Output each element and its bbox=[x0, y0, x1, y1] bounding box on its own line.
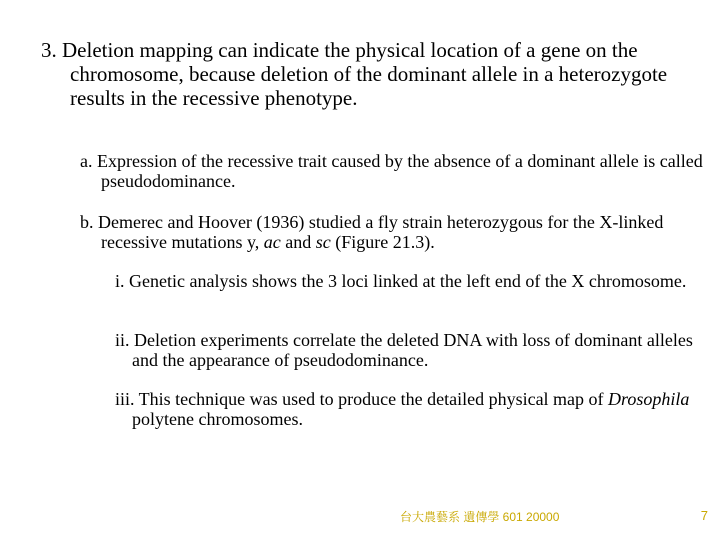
point-iii-text-end: polytene chromosomes. bbox=[132, 409, 303, 429]
footer-course: 台大農藝系 遺傳學 601 20000 bbox=[400, 510, 560, 524]
species-name: Drosophila bbox=[608, 389, 690, 409]
point-iii-text-start: iii. This technique was used to produce the detailed physical map of bbox=[115, 389, 609, 409]
point-i bbox=[115, 271, 712, 291]
point-a bbox=[80, 151, 711, 191]
point-b bbox=[80, 212, 711, 252]
point-ii bbox=[115, 330, 712, 370]
gene-sc: sc bbox=[315, 232, 331, 252]
page-number: 7 bbox=[700, 508, 708, 523]
main-point-text: 3. Deletion mapping can indicate the physical location of a gene on the chromosome, because deletion of the dominant allele in a heterozygote results in the recessive phenotype. bbox=[41, 38, 668, 110]
point-ii-text: ii. Deletion experiments correlate the deleted DNA with loss of dominant alleles and the appearance of pseudodominance. bbox=[115, 330, 693, 370]
point-b-text-start: b. Demerec and Hoover (1936) studied a fly strain heterozygous for the X-linked recessive mutations y, bbox=[80, 212, 664, 252]
main-point bbox=[41, 38, 710, 110]
gene-ac: ac bbox=[263, 232, 281, 252]
point-i-text: i. Genetic analysis shows the 3 loci linked at the left end of the X chromosome. bbox=[115, 271, 687, 291]
point-b-text-end: (Figure 21.3). bbox=[330, 232, 435, 252]
point-iii bbox=[115, 389, 712, 429]
point-a-text: a. Expression of the recessive trait caused by the absence of a dominant allele is called pseudodominance. bbox=[80, 151, 703, 191]
point-b-and: and bbox=[280, 232, 316, 252]
